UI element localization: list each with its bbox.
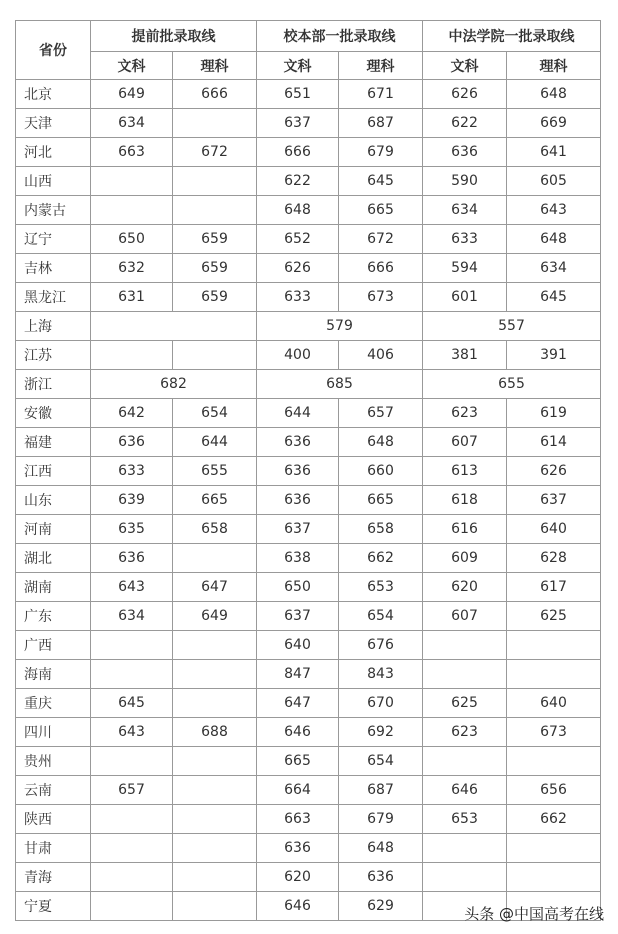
province-cell: 天津 xyxy=(16,109,91,138)
score-cell: 651 xyxy=(257,80,339,109)
score-cell: 645 xyxy=(91,689,173,718)
score-cell xyxy=(173,776,257,805)
score-cell xyxy=(91,167,173,196)
score-cell xyxy=(91,892,173,921)
table-row xyxy=(16,138,601,167)
score-cell: 671 xyxy=(339,80,423,109)
score-cell: 620 xyxy=(423,573,507,602)
score-cell: 665 xyxy=(173,486,257,515)
score-cell: 650 xyxy=(91,225,173,254)
score-cell: 636 xyxy=(257,486,339,515)
score-cell: 614 xyxy=(507,428,601,457)
table-row xyxy=(16,341,601,370)
province-cell: 海南 xyxy=(16,660,91,689)
score-cell: 658 xyxy=(173,515,257,544)
score-cell: 628 xyxy=(507,544,601,573)
score-cell: 633 xyxy=(423,225,507,254)
score-cell: 616 xyxy=(423,515,507,544)
score-cell: 843 xyxy=(339,660,423,689)
score-cell: 629 xyxy=(339,892,423,921)
score-cell xyxy=(173,892,257,921)
score-cell: 645 xyxy=(339,167,423,196)
table-row xyxy=(16,776,601,805)
province-cell: 江西 xyxy=(16,457,91,486)
province-cell: 吉林 xyxy=(16,254,91,283)
score-cell: 607 xyxy=(423,602,507,631)
score-cell: 623 xyxy=(423,718,507,747)
province-cell: 广西 xyxy=(16,631,91,660)
table-row xyxy=(16,486,601,515)
score-cell xyxy=(173,805,257,834)
score-cell: 640 xyxy=(257,631,339,660)
table-row xyxy=(16,805,601,834)
table-row xyxy=(16,428,601,457)
province-cell: 辽宁 xyxy=(16,225,91,254)
score-cell: 636 xyxy=(339,863,423,892)
province-cell: 四川 xyxy=(16,718,91,747)
score-cell: 618 xyxy=(423,486,507,515)
score-cell: 648 xyxy=(507,80,601,109)
score-cell xyxy=(173,834,257,863)
province-cell: 青海 xyxy=(16,863,91,892)
score-cell xyxy=(91,805,173,834)
score-cell: 654 xyxy=(339,747,423,776)
score-cell: 847 xyxy=(257,660,339,689)
group-header-sino-french: 中法学院一批录取线 xyxy=(423,21,601,52)
table-row xyxy=(16,312,601,341)
score-cell xyxy=(173,167,257,196)
score-cell: 650 xyxy=(257,573,339,602)
score-cell: 619 xyxy=(507,399,601,428)
score-cell: 634 xyxy=(423,196,507,225)
score-cell: 625 xyxy=(507,602,601,631)
score-cell: 626 xyxy=(423,80,507,109)
province-cell: 福建 xyxy=(16,428,91,457)
score-cell: 626 xyxy=(507,457,601,486)
score-cell: 638 xyxy=(257,544,339,573)
score-cell: 660 xyxy=(339,457,423,486)
score-cell: 663 xyxy=(91,138,173,167)
score-cell: 657 xyxy=(91,776,173,805)
score-cell xyxy=(507,863,601,892)
score-cell: 637 xyxy=(507,486,601,515)
score-cell: 406 xyxy=(339,341,423,370)
table-row xyxy=(16,370,601,399)
score-cell: 665 xyxy=(257,747,339,776)
table-row xyxy=(16,167,601,196)
table-row xyxy=(16,196,601,225)
score-cell: 579 xyxy=(257,312,423,341)
score-cell: 645 xyxy=(507,283,601,312)
score-cell xyxy=(423,660,507,689)
score-cell xyxy=(91,747,173,776)
province-header: 省份 xyxy=(16,21,91,80)
score-cell: 649 xyxy=(173,602,257,631)
score-cell: 657 xyxy=(339,399,423,428)
score-cell: 634 xyxy=(91,109,173,138)
score-cell xyxy=(173,196,257,225)
score-cell: 643 xyxy=(91,718,173,747)
table-header xyxy=(16,21,601,80)
table-row xyxy=(16,399,601,428)
score-cell: 640 xyxy=(507,515,601,544)
table-row xyxy=(16,109,601,138)
score-cell xyxy=(423,747,507,776)
province-cell: 北京 xyxy=(16,80,91,109)
table-row xyxy=(16,631,601,660)
score-cell: 641 xyxy=(507,138,601,167)
score-cell: 666 xyxy=(173,80,257,109)
score-cell: 640 xyxy=(507,689,601,718)
score-cell: 644 xyxy=(257,399,339,428)
score-cell xyxy=(423,631,507,660)
score-cell: 639 xyxy=(91,486,173,515)
score-cell xyxy=(91,660,173,689)
score-cell: 679 xyxy=(339,805,423,834)
score-cell: 594 xyxy=(423,254,507,283)
table-row xyxy=(16,225,601,254)
table-row xyxy=(16,457,601,486)
score-cell: 656 xyxy=(507,776,601,805)
score-cell: 666 xyxy=(257,138,339,167)
table-row xyxy=(16,515,601,544)
table-row xyxy=(16,747,601,776)
table-body xyxy=(16,80,601,921)
score-cell: 673 xyxy=(339,283,423,312)
table-row xyxy=(16,573,601,602)
score-cell: 655 xyxy=(423,370,601,399)
score-cell: 652 xyxy=(257,225,339,254)
score-cell: 633 xyxy=(91,457,173,486)
score-cell xyxy=(173,341,257,370)
score-cell: 625 xyxy=(423,689,507,718)
score-cell xyxy=(91,196,173,225)
score-cell: 622 xyxy=(423,109,507,138)
score-cell: 654 xyxy=(339,602,423,631)
table-row xyxy=(16,718,601,747)
subheader-liberal-arts: 文科 xyxy=(257,52,339,80)
score-cell xyxy=(173,660,257,689)
score-cell: 648 xyxy=(339,428,423,457)
table-row xyxy=(16,283,601,312)
score-cell: 687 xyxy=(339,776,423,805)
score-cell xyxy=(173,109,257,138)
table-row xyxy=(16,544,601,573)
score-cell xyxy=(173,631,257,660)
table-row xyxy=(16,689,601,718)
score-cell: 636 xyxy=(91,428,173,457)
score-cell: 605 xyxy=(507,167,601,196)
province-cell: 重庆 xyxy=(16,689,91,718)
province-cell: 山东 xyxy=(16,486,91,515)
province-cell: 浙江 xyxy=(16,370,91,399)
score-cell: 636 xyxy=(257,428,339,457)
score-cell: 607 xyxy=(423,428,507,457)
score-cell: 634 xyxy=(91,602,173,631)
province-cell: 河南 xyxy=(16,515,91,544)
score-cell: 673 xyxy=(507,718,601,747)
subheader-liberal-arts: 文科 xyxy=(91,52,173,80)
score-cell: 659 xyxy=(173,225,257,254)
score-cell: 648 xyxy=(339,834,423,863)
score-cell xyxy=(91,341,173,370)
admission-score-table xyxy=(15,20,601,921)
score-cell: 637 xyxy=(257,602,339,631)
score-cell: 646 xyxy=(423,776,507,805)
group-header-early-batch: 提前批录取线 xyxy=(91,21,257,52)
table-row xyxy=(16,863,601,892)
score-cell: 636 xyxy=(91,544,173,573)
province-cell: 陕西 xyxy=(16,805,91,834)
province-cell: 湖南 xyxy=(16,573,91,602)
score-cell: 636 xyxy=(257,834,339,863)
score-cell: 623 xyxy=(423,399,507,428)
score-cell: 646 xyxy=(257,718,339,747)
score-cell: 659 xyxy=(173,254,257,283)
table-row xyxy=(16,834,601,863)
score-cell: 692 xyxy=(339,718,423,747)
province-cell: 黑龙江 xyxy=(16,283,91,312)
score-cell: 601 xyxy=(423,283,507,312)
score-cell: 653 xyxy=(339,573,423,602)
subheader-science: 理科 xyxy=(173,52,257,80)
score-cell: 400 xyxy=(257,341,339,370)
province-cell: 云南 xyxy=(16,776,91,805)
score-cell: 391 xyxy=(507,341,601,370)
watermark: 头条 @中国高考在线 xyxy=(464,905,604,923)
score-cell: 620 xyxy=(257,863,339,892)
province-cell: 宁夏 xyxy=(16,892,91,921)
score-cell: 682 xyxy=(91,370,257,399)
subheader-science: 理科 xyxy=(339,52,423,80)
score-cell: 643 xyxy=(91,573,173,602)
score-cell: 679 xyxy=(339,138,423,167)
score-cell: 676 xyxy=(339,631,423,660)
score-cell: 648 xyxy=(507,225,601,254)
score-cell: 659 xyxy=(173,283,257,312)
score-cell xyxy=(91,312,257,341)
score-cell xyxy=(173,863,257,892)
score-cell: 653 xyxy=(423,805,507,834)
score-cell: 663 xyxy=(257,805,339,834)
score-cell xyxy=(507,660,601,689)
score-cell: 622 xyxy=(257,167,339,196)
province-cell: 安徽 xyxy=(16,399,91,428)
score-cell xyxy=(507,631,601,660)
score-cell: 648 xyxy=(257,196,339,225)
score-cell: 635 xyxy=(91,515,173,544)
score-cell: 590 xyxy=(423,167,507,196)
score-cell: 687 xyxy=(339,109,423,138)
score-cell: 649 xyxy=(91,80,173,109)
table-row xyxy=(16,80,601,109)
province-cell: 河北 xyxy=(16,138,91,167)
score-cell: 655 xyxy=(173,457,257,486)
score-cell: 662 xyxy=(507,805,601,834)
score-cell: 636 xyxy=(257,457,339,486)
score-cell: 633 xyxy=(257,283,339,312)
score-cell xyxy=(507,747,601,776)
score-cell: 609 xyxy=(423,544,507,573)
score-cell: 646 xyxy=(257,892,339,921)
score-cell: 631 xyxy=(91,283,173,312)
score-cell xyxy=(173,689,257,718)
score-cell: 637 xyxy=(257,515,339,544)
score-cell: 670 xyxy=(339,689,423,718)
score-cell: 634 xyxy=(507,254,601,283)
score-cell xyxy=(423,834,507,863)
score-cell: 644 xyxy=(173,428,257,457)
score-cell xyxy=(423,863,507,892)
score-cell: 637 xyxy=(257,109,339,138)
score-cell: 647 xyxy=(257,689,339,718)
table-row xyxy=(16,660,601,689)
table-row xyxy=(16,254,601,283)
score-cell xyxy=(91,834,173,863)
score-cell: 654 xyxy=(173,399,257,428)
score-cell: 672 xyxy=(173,138,257,167)
score-cell: 617 xyxy=(507,573,601,602)
score-cell: 642 xyxy=(91,399,173,428)
score-cell: 632 xyxy=(91,254,173,283)
group-header-main-campus: 校本部一批录取线 xyxy=(257,21,423,52)
province-cell: 贵州 xyxy=(16,747,91,776)
score-cell: 688 xyxy=(173,718,257,747)
score-cell: 643 xyxy=(507,196,601,225)
score-cell: 665 xyxy=(339,196,423,225)
score-cell: 685 xyxy=(257,370,423,399)
province-cell: 湖北 xyxy=(16,544,91,573)
score-cell: 666 xyxy=(339,254,423,283)
table-row xyxy=(16,602,601,631)
score-cell: 636 xyxy=(423,138,507,167)
score-cell xyxy=(91,863,173,892)
score-cell: 662 xyxy=(339,544,423,573)
score-cell: 658 xyxy=(339,515,423,544)
score-cell: 613 xyxy=(423,457,507,486)
score-cell xyxy=(173,544,257,573)
subheader-liberal-arts: 文科 xyxy=(423,52,507,80)
province-cell: 内蒙古 xyxy=(16,196,91,225)
province-cell: 上海 xyxy=(16,312,91,341)
score-cell: 672 xyxy=(339,225,423,254)
score-cell: 381 xyxy=(423,341,507,370)
province-cell: 江苏 xyxy=(16,341,91,370)
score-cell: 626 xyxy=(257,254,339,283)
score-cell xyxy=(91,631,173,660)
province-cell: 山西 xyxy=(16,167,91,196)
score-cell: 665 xyxy=(339,486,423,515)
score-cell: 664 xyxy=(257,776,339,805)
province-cell: 广东 xyxy=(16,602,91,631)
province-cell: 甘肃 xyxy=(16,834,91,863)
score-cell: 647 xyxy=(173,573,257,602)
score-cell: 669 xyxy=(507,109,601,138)
score-cell: 557 xyxy=(423,312,601,341)
score-cell xyxy=(173,747,257,776)
score-cell xyxy=(507,834,601,863)
subheader-science: 理科 xyxy=(507,52,601,80)
